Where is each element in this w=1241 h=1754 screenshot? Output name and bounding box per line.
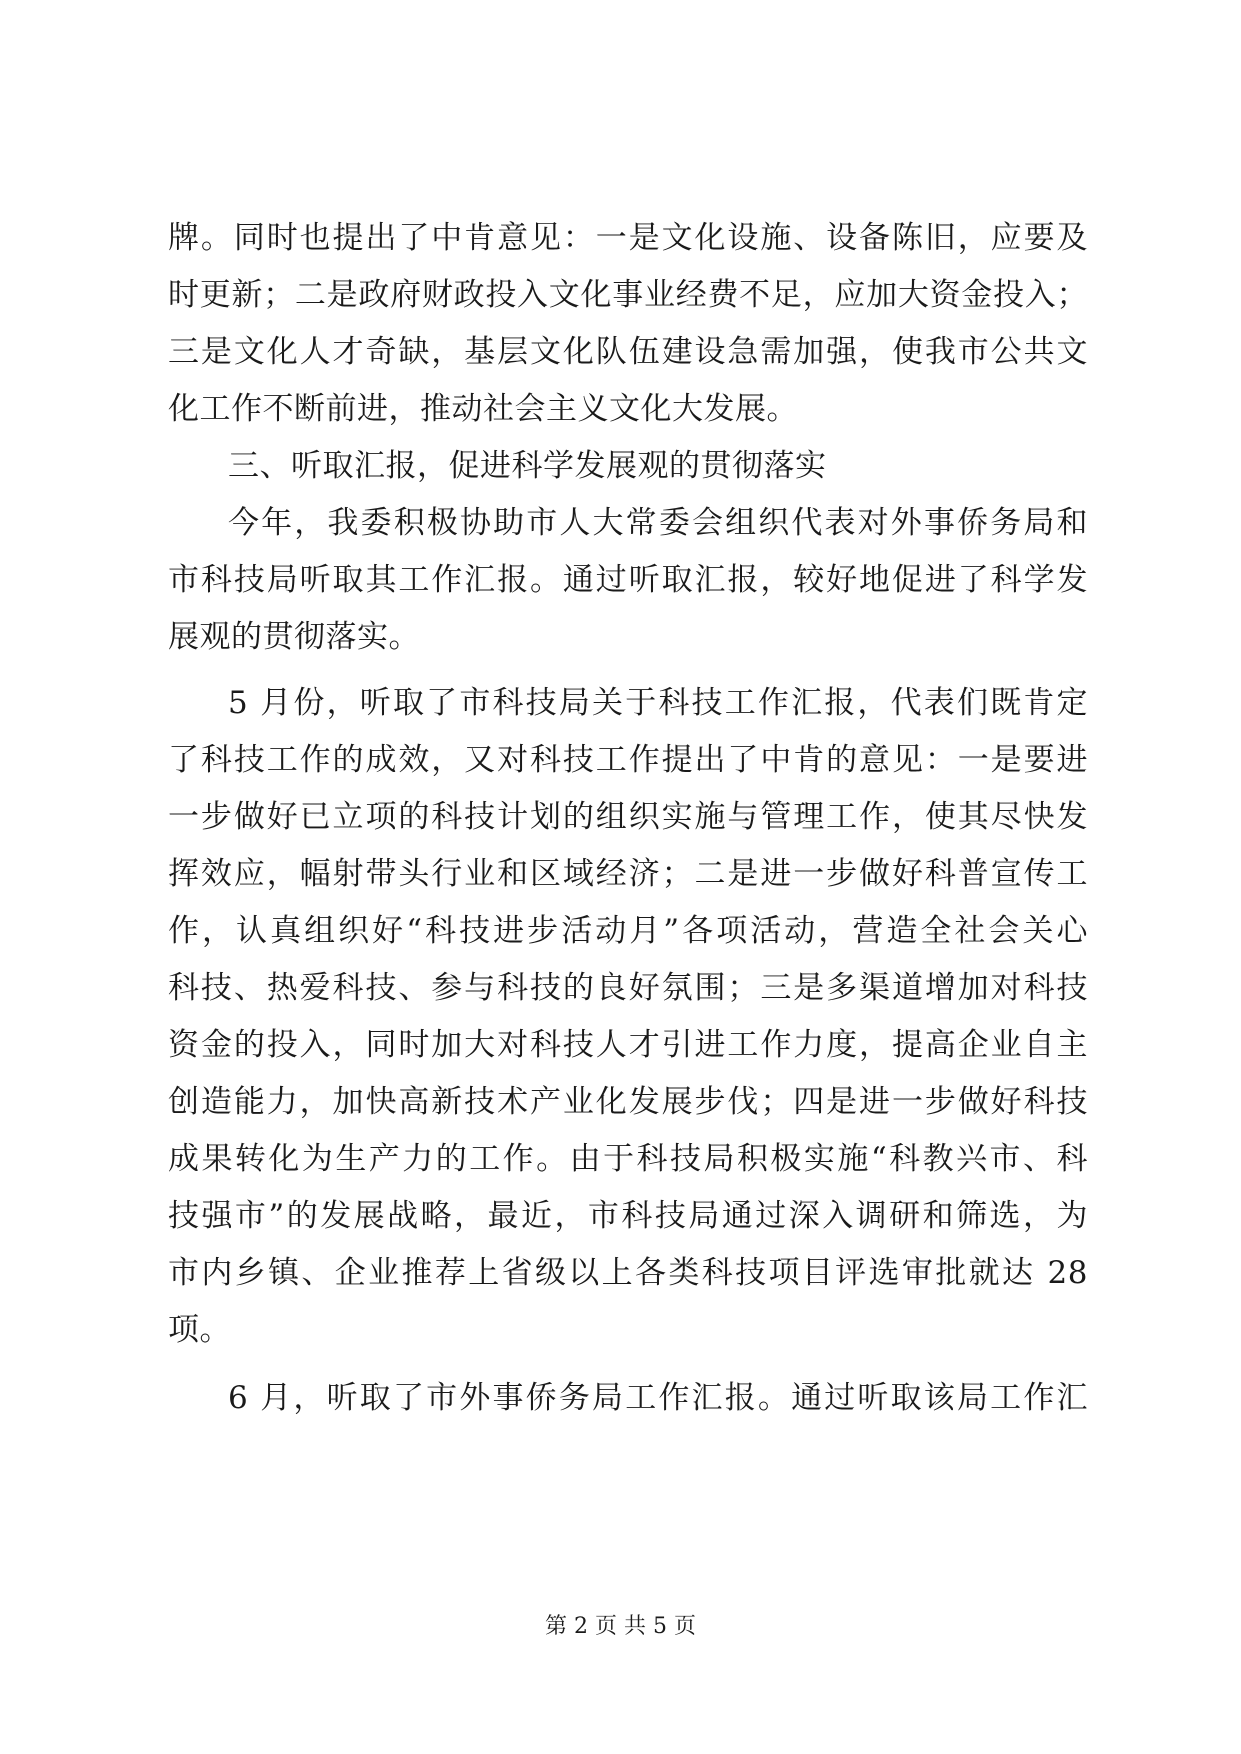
paragraph-line: 一步做好已立项的科技计划的组织实施与管理工作，使其尽快发 xyxy=(168,799,1088,835)
paragraph-line: 牌。同时也提出了中肯意见：一是文化设施、设备陈旧，应要及 xyxy=(168,220,1088,256)
paragraph-line: 资金的投入，同时加大对科技人才引进工作力度，提高企业自主 xyxy=(168,1027,1088,1063)
paragraph-line: 今年，我委积极协助市人大常委会组织代表对外事侨务局和 xyxy=(228,505,1088,541)
paragraph-line: 技强市”的发展战略，最近，市科技局通过深入调研和筛选，为 xyxy=(168,1198,1088,1234)
paragraph-line: 市科技局听取其工作汇报。通过听取汇报，较好地促进了科学发 xyxy=(168,562,1088,598)
paragraph-line: 市内乡镇、企业推荐上省级以上各类科技项目评选审批就达 28 xyxy=(168,1255,1088,1291)
paragraph-line: 时更新；二是政府财政投入文化事业经费不足，应加大资金投入； xyxy=(168,277,1088,313)
paragraph-line: 了科技工作的成效，又对科技工作提出了中肯的意见：一是要进 xyxy=(168,742,1088,778)
paragraph-line: 项。 xyxy=(168,1312,231,1348)
paragraph-line: 三是文化人才奇缺，基层文化队伍建设急需加强，使我市公共文 xyxy=(168,334,1088,370)
paragraph-line: 科技、热爱科技、参与科技的良好氛围；三是多渠道增加对科技 xyxy=(168,970,1088,1006)
paragraph-line: 成果转化为生产力的工作。由于科技局积极实施“科教兴市、科 xyxy=(168,1141,1088,1177)
paragraph-line: 化工作不断前进，推动社会主义文化大发展。 xyxy=(168,391,798,427)
paragraph-line: 6 月，听取了市外事侨务局工作汇报。通过听取该局工作汇 xyxy=(228,1380,1088,1416)
section-heading: 三、听取汇报，促进科学发展观的贯彻落实 xyxy=(228,448,827,484)
paragraph-line: 5 月份，听取了市科技局关于科技工作汇报，代表们既肯定 xyxy=(228,685,1088,721)
paragraph-line: 创造能力，加快高新技术产业化发展步伐；四是进一步做好科技 xyxy=(168,1084,1088,1120)
page-number-footer: 第 2 页 共 5 页 xyxy=(545,1614,696,1639)
paragraph-line: 展观的贯彻落实。 xyxy=(168,619,420,655)
paragraph-line: 作，认真组织好“科技进步活动月”各项活动，营造全社会关心 xyxy=(168,913,1088,949)
paragraph-line: 挥效应，幅射带头行业和区域经济；二是进一步做好科普宣传工 xyxy=(168,856,1088,892)
